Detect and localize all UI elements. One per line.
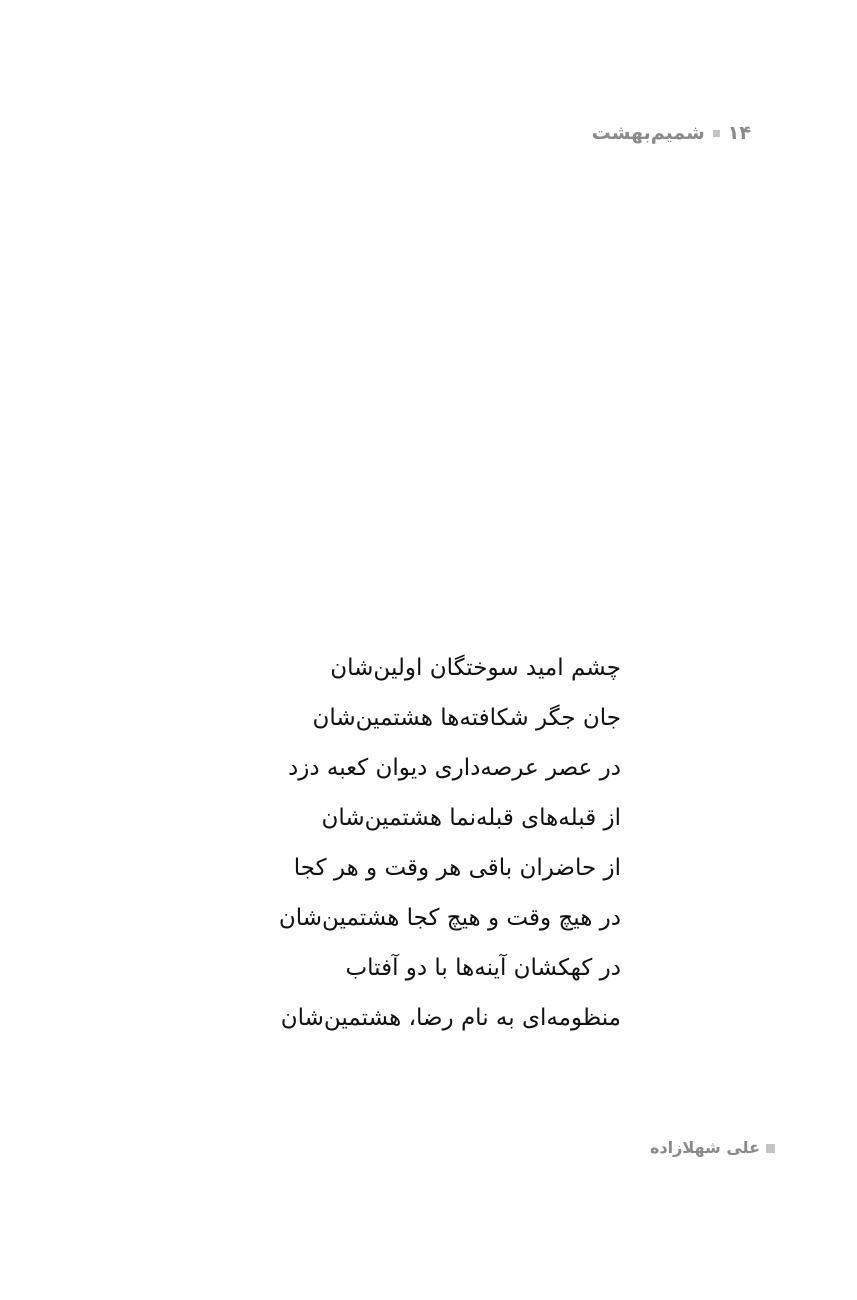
page-number: ۱۴ bbox=[727, 122, 751, 144]
poem bbox=[279, 643, 621, 1043]
running-header bbox=[592, 124, 751, 143]
poem-line: در عصر عرصه‌داری دیوان کعبه دزد bbox=[288, 755, 621, 781]
poem-line: از حاضران باقی هر وقت و هر کجا bbox=[293, 855, 621, 881]
poem-line: جان جگر شکافته‌ها هشتمین‌شان bbox=[312, 705, 621, 731]
running-footer bbox=[650, 1140, 775, 1156]
poem-line: چشم امید سوختگان اولین‌شان bbox=[330, 655, 621, 681]
separator-square-icon bbox=[713, 130, 720, 137]
poem-line: در کهکشان آینه‌ها با دو آفتاب bbox=[345, 955, 621, 981]
author-name: علی شهلازاده bbox=[649, 1138, 760, 1157]
bullet-square-icon bbox=[766, 1144, 775, 1153]
poem-line: در هیچ وقت و هیچ کجا هشتمین‌شان bbox=[278, 905, 621, 931]
poem-line: منظومه‌ای به نام رضا، هشتمین‌شان bbox=[280, 1005, 621, 1031]
book-title: شمیم‌بهشت bbox=[591, 122, 705, 144]
poem-line: از قبله‌های قبله‌نما هشتمین‌شان bbox=[321, 805, 621, 831]
